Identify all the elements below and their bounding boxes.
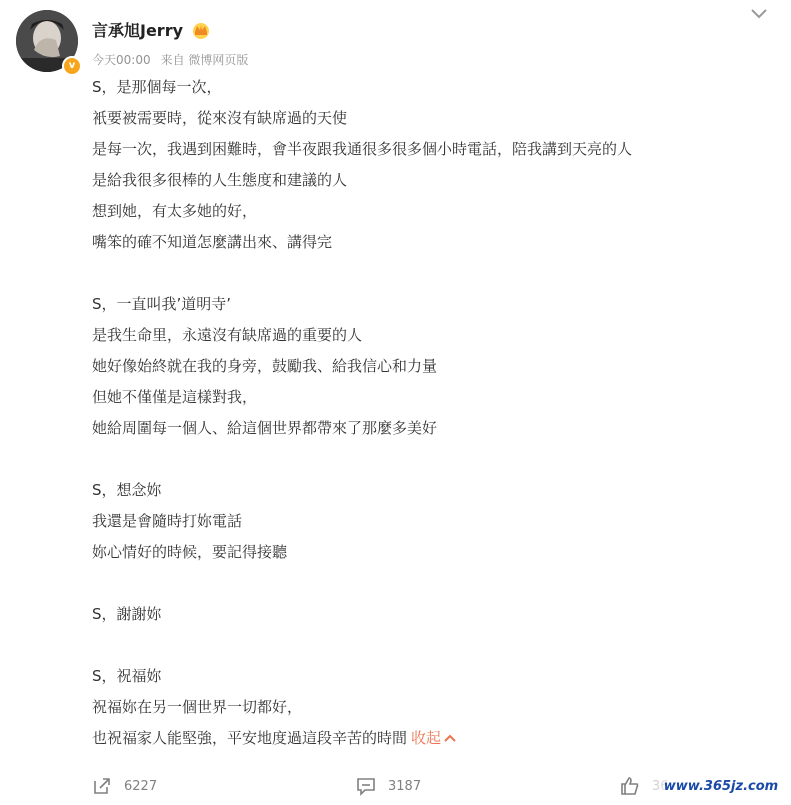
post-line: S，想念妳: [92, 481, 162, 499]
comment-button[interactable]: [356, 776, 421, 796]
post-line: [92, 568, 772, 599]
post-line: S，是那個每一次，: [92, 78, 222, 96]
verified-badge-icon: v: [62, 56, 82, 76]
post-line: S，謝謝妳: [92, 605, 162, 623]
post-line: S，祝福妳: [92, 667, 162, 685]
post-line-text: 也祝福家人能堅強，平安地度過這段辛苦的時間: [92, 729, 408, 747]
thumbs-up-icon: [620, 776, 640, 796]
post-line: [92, 630, 772, 661]
post-line: 嘴笨的確不知道怎麼講出來、講得完: [92, 233, 333, 251]
post-line: 是每一次，我遇到困難時，會半夜跟我通很多很多個小時電話，陪我講到天亮的人: [92, 140, 633, 158]
username[interactable]: 言承旭Jerry: [92, 21, 184, 40]
more-options-chevron-down-icon[interactable]: [747, 4, 771, 24]
post-time[interactable]: 今天00:00: [92, 53, 151, 67]
repost-button[interactable]: [92, 776, 157, 796]
post-line: 我還是會隨時打妳電話: [92, 512, 243, 530]
watermark: www.365jz.com: [651, 769, 791, 803]
chevron-up-icon: [444, 733, 456, 743]
post-line: S，一直叫我’道明寺’: [92, 295, 232, 313]
post-line: 衹要被需要時，從來沒有缺席過的天使: [92, 109, 348, 127]
comment-count: 3187: [388, 778, 422, 794]
post-line: 想到她，有太多她的好，: [92, 202, 258, 220]
crown-icon: [191, 21, 211, 39]
post-line: 但她不僅僅是這樣對我，: [92, 388, 258, 406]
post-body: [92, 72, 772, 754]
post-line: 她好像始終就在我的身旁，鼓勵我、給我信心和力量: [92, 357, 438, 375]
post-meta: [92, 51, 248, 68]
post-source: 来自 微博网页版: [160, 53, 249, 67]
post-line: [92, 444, 772, 475]
post-line: 祝福妳在另一個世界一切都好，: [92, 698, 303, 716]
repost-count: 6227: [124, 778, 158, 794]
repost-icon: [92, 776, 112, 796]
post-line: [92, 258, 772, 289]
collapse-label: 收起: [411, 729, 442, 747]
post-line: 是給我很多很棒的人生態度和建議的人: [92, 171, 348, 189]
post-line: 她給周圍每一個人、給這個世界都帶來了那麼多美好: [92, 419, 438, 437]
collapse-button[interactable]: [411, 729, 456, 747]
post-line-last: [92, 723, 772, 754]
comment-icon: [356, 776, 376, 796]
post-line: 是我生命里，永遠沒有缺席過的重要的人: [92, 326, 363, 344]
post-line: 妳心情好的時候，要記得接聽: [92, 543, 288, 561]
